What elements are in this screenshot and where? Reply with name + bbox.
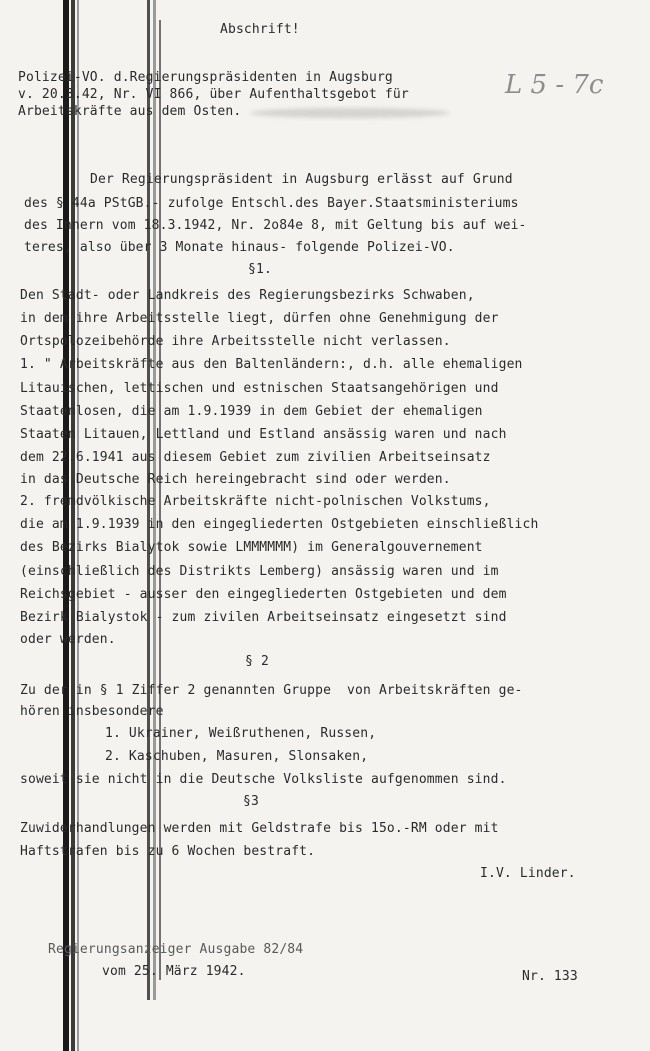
section-2-closing: soweit sie nicht in die Deutsche Volksliste aufgenommen sind. [20,772,507,787]
section-1-item-2-line: 2. fremdvölkische Arbeitskräfte nicht-polnischen Volkstums, [20,494,491,509]
section-1-item-2-line: (einschließlich des Distrikts Lemberg) ansässig waren und im [20,564,499,579]
preamble-line: Der Regierungspräsident in Augsburg erlässt auf Grund [90,172,513,187]
section-2-line: Zu der in § 1 Ziffer 2 genannten Gruppe von Arbeitskräften ge- [20,683,523,698]
section-3-title: §3 [243,794,259,809]
section-1-line: Ortspolozeibehörde ihre Arbeitsstelle nicht verlassen. [20,334,451,349]
reference-line: Polizei-VO. d.Regierungspräsidenten in Augsburg [18,70,393,85]
section-2-list-item: 2. Kaschuben, Masuren, Slonsaken, [105,749,369,764]
footer-date: vom 25. März 1942. [102,964,246,979]
section-1-item-2-line: Bezirk Bialystok - zum zivilen Arbeitseinsatz eingesetzt sind [20,610,507,625]
section-2-list-item: 1. Ukrainer, Weißruthenen, Russen, [105,726,377,741]
document-heading: Abschrift! [220,22,300,37]
section-1-item-1-line: dem 22.6.1941 aus diesem Gebiet zum zivilien Arbeitseinsatz [20,450,491,465]
section-2-line: hören insbesondere [20,704,164,719]
section-1-item-1-line: Litauischen, lettischen und estnischen Staatsangehörigen und [20,381,499,396]
section-1-item-1-line: 1. " Arbeitskräfte aus den Baltenländern:, d.h. alle ehemaligen [20,357,523,372]
section-2-title: § 2 [245,654,269,669]
preamble-line: des § 44a PStGB.- zufolge Entschl.des Bayer.Staatsministeriums [24,196,519,211]
reference-line: v. 20.3.42, Nr. VI 866, über Aufenthaltsgebot für [18,87,409,102]
section-1-item-2-line: des Bezirks Bialytok sowie LMMMMMM) im Generalgouvernement [20,540,483,555]
section-1-item-2-line: oder werden. [20,632,116,647]
section-1-item-1-line: Staaten Litauen, Lettland und Estland ansässig waren und nach [20,427,507,442]
section-1-item-1-line: Staatenlosen, die am 1.9.1939 in dem Gebiet der ehemaligen [20,404,483,419]
preamble-line: teres, also über 3 Monate hinaus- folgende Polizei-VO. [24,240,455,255]
reference-line: Arbeitskräfte aus dem Osten. [18,104,242,119]
section-3-line: Haftstrafen bis zu 6 Wochen bestraft. [20,844,316,859]
section-1-item-1-line: in das Deutsche Reich hereingebracht sind oder werden. [20,472,451,487]
section-1-item-2-line: die am 1.9.1939 in den eingegliederten Ostgebieten einschließlich [20,517,539,532]
signature: I.V. Linder. [480,866,576,881]
footer-source: Regierungsanzeiger Ausgabe 82/84 [48,942,304,957]
smudge-mark [250,108,450,118]
section-1-line: in dem ihre Arbeitsstelle liegt, dürfen ohne Genehmigung der [20,311,499,326]
section-3-line: Zuwiderhandlungen werden mit Geldstrafe bis 15o.-RM oder mit [20,821,499,836]
footer-number: Nr. 133 [522,969,578,984]
section-1-line: Den Stadt- oder Landkreis des Regierungsbezirks Schwaben, [20,288,475,303]
section-1-title: §1. [248,262,272,277]
section-1-item-2-line: Reichsgebiet - ausser den eingegliederten Ostgebieten und dem [20,587,507,602]
preamble-line: des Innern vom 18.3.1942, Nr. 2o84e 8, mit Geltung bis auf wei- [24,218,527,233]
handwritten-note: L 5 - 7c [505,70,604,100]
